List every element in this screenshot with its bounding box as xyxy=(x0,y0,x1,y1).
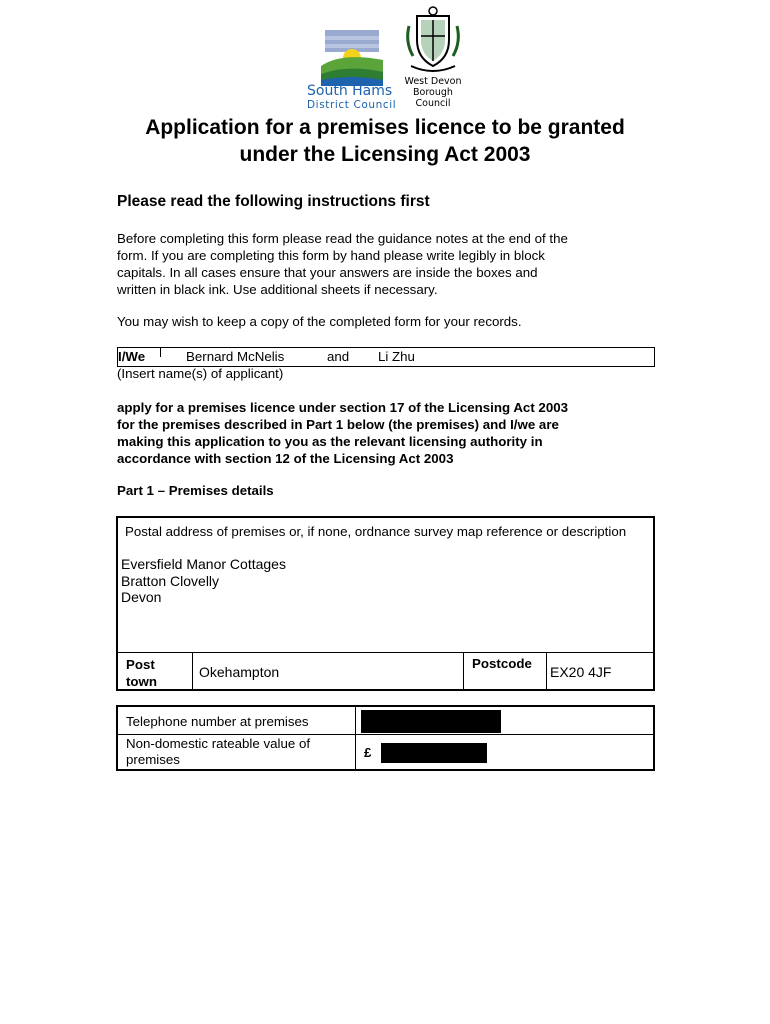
table-divider xyxy=(355,707,356,769)
table-divider xyxy=(463,652,464,689)
apply-statement-line: accordance with section 12 of the Licensing Act 2003 xyxy=(117,451,454,466)
applicant-name-2: Li Zhu xyxy=(378,349,415,364)
instructions-line: written in black ink. Use additional sheets if necessary. xyxy=(117,282,438,297)
iwe-label: I/We xyxy=(118,349,146,364)
telephone-redacted-field[interactable] xyxy=(361,710,501,733)
south-hams-name: South Hams xyxy=(307,83,393,99)
post-town-label-line: Post xyxy=(126,657,155,672)
address-line: Devon xyxy=(121,589,162,605)
west-devon-line-1: West Devon xyxy=(404,76,462,87)
contact-details-table xyxy=(116,705,655,771)
table-divider xyxy=(546,652,547,689)
address-line: Eversfield Manor Cottages xyxy=(121,556,286,572)
apply-statement-line: apply for a premises licence under section 17 of the Licensing Act 2003 xyxy=(117,400,569,415)
keep-copy-note: You may wish to keep a copy of the completed form for your records. xyxy=(117,314,522,329)
instructions-body xyxy=(117,230,657,298)
iwe-divider xyxy=(160,348,161,357)
applicant-name-field[interactable] xyxy=(117,347,655,367)
instructions-line: Before completing this form please read the guidance notes at the end of the xyxy=(117,231,568,246)
applicant-connector: and xyxy=(327,349,350,364)
apply-statement-line: for the premises described in Part 1 below (the premises) and I/we are xyxy=(117,417,559,432)
rateable-value-label: Non-domestic rateable value of premises xyxy=(126,736,311,767)
post-town-label-line: town xyxy=(126,674,158,689)
table-divider xyxy=(118,652,653,653)
west-devon-crest-icon xyxy=(403,6,463,76)
west-devon-line-2: Borough xyxy=(413,87,453,98)
rateable-value-redacted-field[interactable] xyxy=(381,743,487,763)
premises-details-table xyxy=(116,516,655,691)
apply-statement xyxy=(117,399,662,467)
title-line-1: Application for a premises licence to be granted xyxy=(145,116,625,139)
postcode-field[interactable]: EX20 4JF xyxy=(550,664,612,680)
table-divider xyxy=(118,734,653,735)
post-town-label xyxy=(126,656,157,690)
post-town-field[interactable]: Okehampton xyxy=(199,664,280,680)
instructions-line: capitals. In all cases ensure that your answers are inside the boxes and xyxy=(117,265,538,280)
address-line: Bratton Clovelly xyxy=(121,572,220,589)
west-devon-line-3: Council xyxy=(415,98,451,109)
apply-statement-line: making this application to you as the relevant licensing authority in xyxy=(117,434,543,449)
postal-address-field[interactable] xyxy=(121,556,286,606)
applicant-hint: (Insert name(s) of applicant) xyxy=(117,366,284,381)
instructions-line: form. If you are completing this form by hand please write legibly in block xyxy=(117,248,545,263)
title-line-2: under the Licensing Act 2003 xyxy=(239,143,531,166)
west-devon-logo xyxy=(398,6,468,110)
pound-sign: £ xyxy=(364,745,372,760)
south-hams-district: District Council xyxy=(307,99,397,111)
instructions-heading: Please read the following instructions first xyxy=(117,193,430,210)
table-divider xyxy=(192,652,193,689)
applicant-name-1: Bernard McNelis xyxy=(186,349,285,364)
page-title xyxy=(0,114,770,168)
postcode-label: Postcode xyxy=(472,656,532,671)
postal-address-label: Postal address of premises or, if none, ordnance survey map reference or description xyxy=(125,524,627,539)
south-hams-emblem-icon xyxy=(321,30,383,86)
part1-heading: Part 1 – Premises details xyxy=(117,483,274,498)
telephone-label: Telephone number at premises xyxy=(126,714,309,729)
